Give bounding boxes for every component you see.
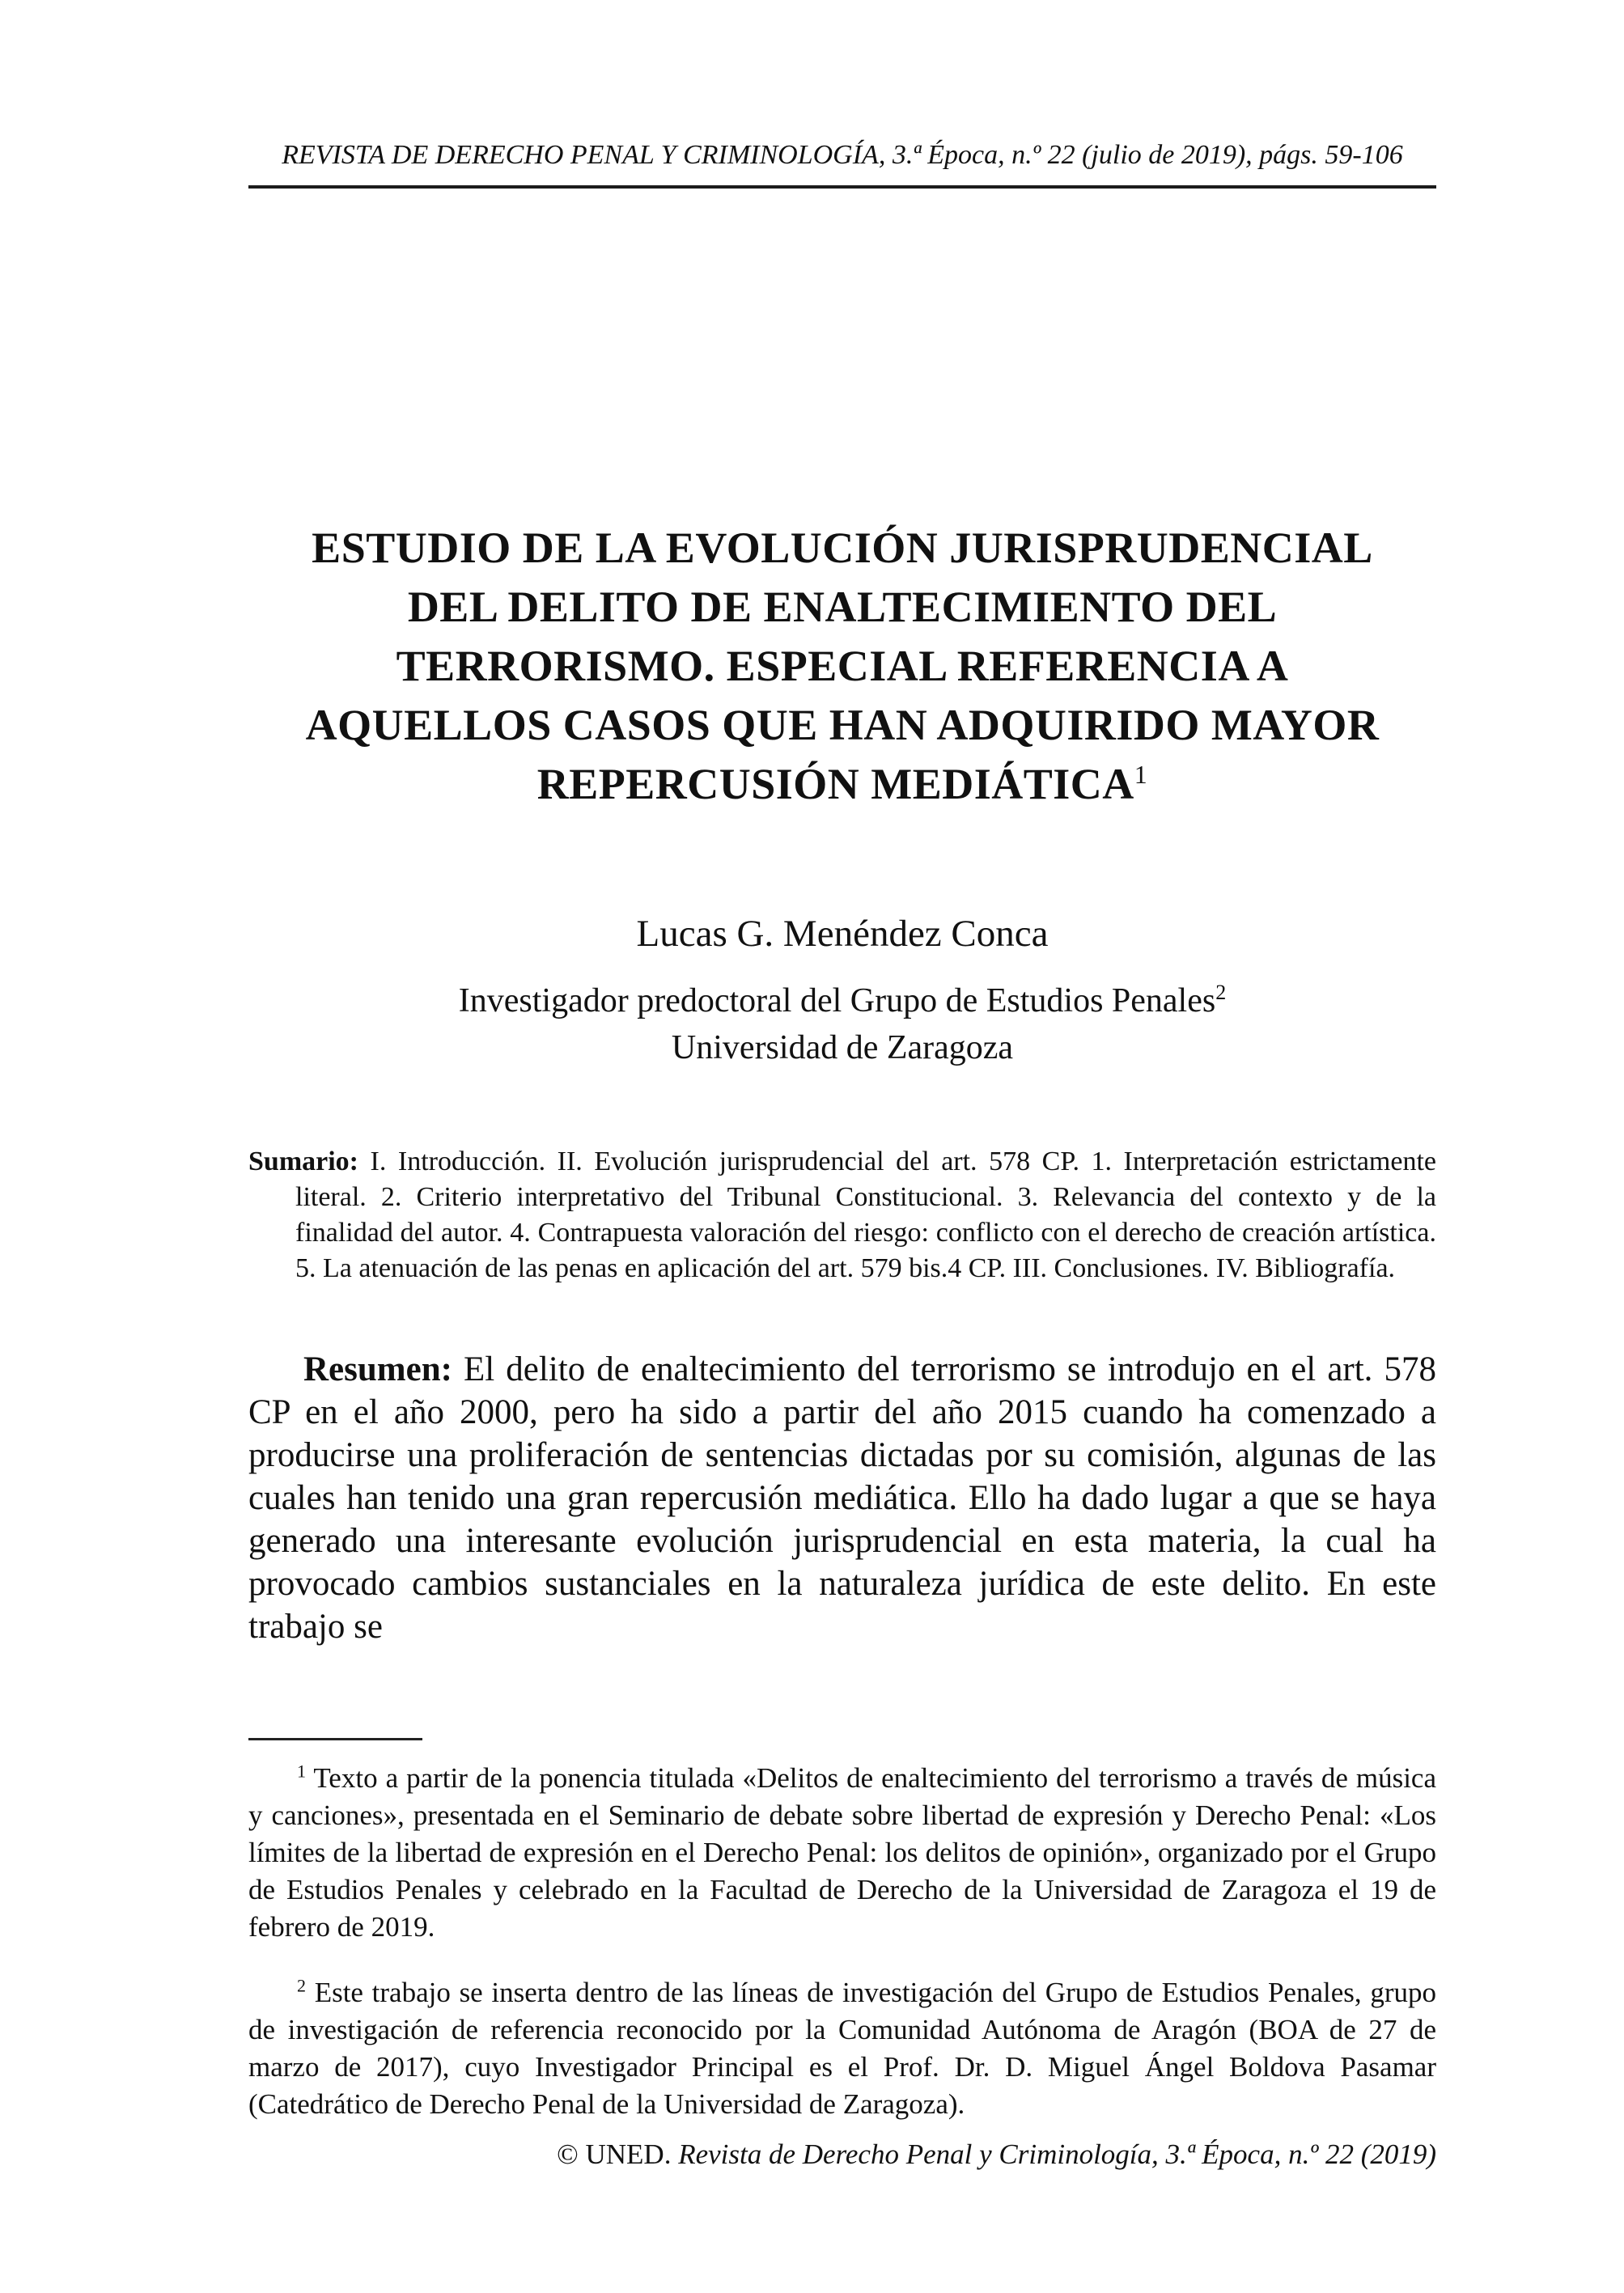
title-line-2: DEL DELITO DE ENALTECIMIENTO DEL: [407, 582, 1278, 631]
resumen-text: El delito de enaltecimiento del terrorismo se introdujo en el art. 578 CP en el año 2000, pero ha sido a partir del año 2015 cuando ha comenzado a producirse una proliferación de sentencias dictadas por su comisión, algunas de las cuales han tenido una gran repercusión mediática. Ello ha dado lugar a que se haya generado una interesante evolución jurisprudencial en esta materia, la cual ha provocado cambios sustanciales en la naturaleza jurídica de este delito. En este trabajo se: [248, 1350, 1436, 1647]
copyright-text: © UNED.: [557, 2138, 679, 2170]
journal-header: REVISTA DE DERECHO PENAL Y CRIMINOLOGÍA, 3.ª Época, n.º 22 (julio de 2019), págs. 59-106: [282, 140, 1403, 170]
footnote-2: [248, 1974, 1436, 2123]
article-title: [248, 519, 1436, 814]
footnote-2-marker: 2: [297, 1975, 306, 1996]
header-rule: [248, 185, 1436, 189]
title-line-3: TERRORISMO. ESPECIAL REFERENCIA A: [396, 641, 1289, 690]
footnote-1-marker: 1: [297, 1761, 306, 1782]
affiliation-footnote-ref: 2: [1215, 981, 1227, 1005]
sumario-text: I. Introducción. II. Evolución jurisprudencial del art. 578 CP. 1. Interpretación estrictamente literal. 2. Criterio interpretativo del Tribunal Constitucional. 3. Relevancia del contexto y de la finalidad del autor. 4. Contrapuesta valoración del riesgo: conflicto con el derecho de creación artística. 5. La atenuación de las penas en aplicación del art. 579 bis.4 CP. III. Conclusiones. IV. Bibliografía.: [295, 1146, 1436, 1284]
title-line-5-text: REPERCUSIÓN MEDIÁTICA: [536, 759, 1134, 808]
author-affiliation: [248, 977, 1436, 1071]
title-line-4: AQUELLOS CASOS QUE HAN ADQUIRIDO MAYOR: [305, 700, 1380, 749]
footnote-1-text: Texto a partir de la ponencia titulada «Delitos de enaltecimiento del terrorismo a través de música y canciones», presentada en el Seminario de debate sobre libertad de expresión y Derecho Penal: «Los límites de la libertad de expresión en el Derecho Penal: los delitos de opinión», organizado por el Grupo de Estudios Penales y celebrado en la Facultad de Derecho de la Universidad de Zaragoza el 19 de febrero de 2019.: [248, 1762, 1436, 1943]
author-name: Lucas G. Menéndez Conca: [636, 912, 1049, 955]
footnote-2-text: Este trabajo se inserta dentro de las líneas de investigación del Grupo de Estudios Penales, grupo de investigación de referencia reconocido por la Comunidad Autónoma de Aragón (BOA de 27 de marzo de 2017), cuyo Investigador Principal es el Prof. Dr. D. Miguel Ángel Boldova Pasamar (Catedrático de Derecho Penal de la Universidad de Zaragoza).: [248, 1977, 1436, 2120]
footnote-1: [248, 1760, 1436, 1946]
affiliation-line-2: Universidad de Zaragoza: [671, 1029, 1014, 1067]
page-content: [248, 0, 1436, 1683]
journal-ref: Revista de Derecho Penal y Criminología, 3.ª Época, n.º 22 (2019): [678, 2138, 1436, 2170]
resumen-block: [248, 1348, 1436, 1648]
footnote-area: [248, 1738, 1436, 2151]
footnote-separator: [248, 1738, 422, 1740]
sumario-block: [248, 1144, 1436, 1286]
title-line-5: [248, 755, 1436, 814]
affiliation-line-1: [248, 977, 1436, 1024]
resumen-label: Resumen:: [303, 1350, 452, 1389]
sumario-label: Sumario:: [248, 1146, 358, 1177]
title-footnote-ref: 1: [1134, 759, 1148, 789]
title-line-1: ESTUDIO DE LA EVOLUCIÓN JURISPRUDENCIAL: [312, 523, 1373, 572]
page-footer: [248, 2138, 1436, 2172]
affiliation-text: Investigador predoctoral del Grupo de Estudios Penales: [458, 982, 1216, 1020]
